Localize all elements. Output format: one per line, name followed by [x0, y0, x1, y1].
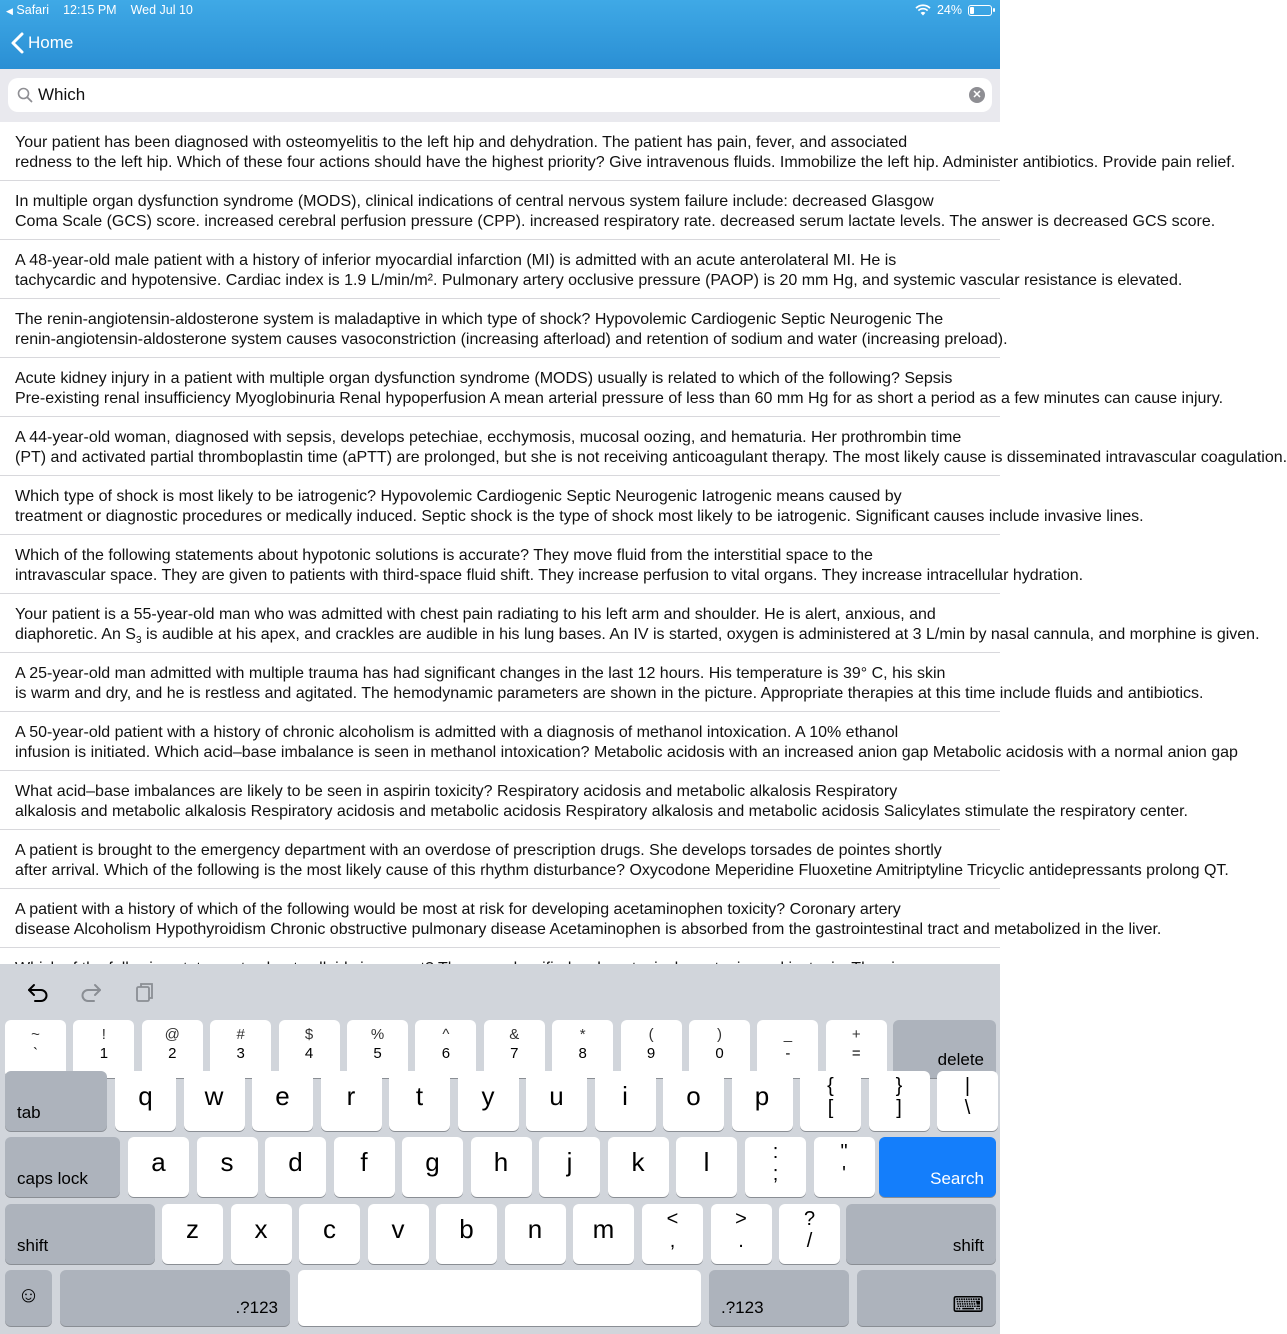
result-line-2: Coma Scale (GCS) score. increased cerebral perfusion pressure (CPP). increased respiratory rate. decreased serum lactate levels. The answer is decreased GCS score. — [15, 212, 1216, 230]
key-9[interactable] — [621, 1020, 682, 1078]
key-label: y — [481, 1081, 495, 1111]
key-k[interactable] — [608, 1137, 669, 1197]
key-label: * — [579, 1026, 586, 1043]
key--[interactable] — [757, 1020, 818, 1078]
key-label: _ — [783, 1026, 793, 1043]
search-box[interactable] — [8, 78, 992, 112]
result-line-1: What acid–base imbalances are likely to be seen in aspirin toxicity? Respiratory acidosis and metabolic alkalosis Respiratory — [15, 783, 898, 800]
key-s[interactable] — [197, 1137, 258, 1197]
key-label: p — [754, 1081, 770, 1111]
emoji-key[interactable] — [5, 1270, 52, 1326]
key-label: .?123 — [721, 1298, 764, 1317]
key-label: 0 — [715, 1045, 724, 1062]
result-line-1: Which of the following statements about hypotonic solutions is accurate? They move fluid from the interstitial space to the — [15, 547, 873, 564]
key-label: } — [895, 1075, 903, 1097]
key-d[interactable] — [265, 1137, 326, 1197]
key-j[interactable] — [539, 1137, 600, 1197]
key-label: ~ — [31, 1026, 40, 1043]
key-label: ☺ — [17, 1282, 40, 1307]
key-label: ( — [648, 1026, 654, 1043]
key-label: - — [785, 1045, 791, 1062]
result-item[interactable] — [0, 358, 1224, 417]
result-line-2: redness to the left hip. Which of these four actions should have the highest priority? Give intravenous fluids. Immobilize the left hip. Administer antibiotics. Provide pain relief. — [15, 153, 1236, 171]
key-label: u — [549, 1081, 564, 1111]
key-u[interactable] — [526, 1071, 587, 1131]
key-symbol[interactable] — [642, 1204, 703, 1264]
result-line-2: treatment or diagnostic procedures or medically induced. Septic shock is the type of shock most likely to be iatrogenic. Significant causes include invasive lines. — [15, 507, 1144, 525]
result-line-1: In multiple organ dysfunction syndrome (MODS), clinical indications of central nervous system failure include: decreased Glasgow — [15, 193, 934, 210]
key-2[interactable] — [142, 1020, 203, 1078]
key-5[interactable] — [347, 1020, 408, 1078]
key-b[interactable] — [436, 1204, 497, 1264]
key-label: l — [703, 1147, 710, 1177]
key-label: h — [493, 1147, 509, 1177]
key-r[interactable] — [321, 1071, 382, 1131]
key-label: g — [425, 1147, 440, 1177]
key-p[interactable] — [732, 1071, 793, 1131]
result-line-1: A 25-year-old man admitted with multiple trauma has had significant changes in the last 12 hours. His temperature is 39° C, his skin — [15, 665, 946, 682]
result-line-1: A 44-year-old woman, diagnosed with sepsis, develops petechiae, ecchymosis, mucosal oozing, and hematuria. Her prothrombin time — [15, 429, 962, 446]
key-c[interactable] — [299, 1204, 360, 1264]
key-x[interactable] — [231, 1204, 292, 1264]
key-label: 3 — [236, 1045, 245, 1062]
key-label: 2 — [168, 1045, 177, 1062]
status-bar — [0, 3, 1000, 19]
shift-left-key[interactable] — [5, 1204, 155, 1264]
back-app-label: Safari — [16, 3, 50, 17]
key-z[interactable] — [162, 1204, 223, 1264]
key-label: ! — [101, 1026, 106, 1043]
key-label: d — [288, 1147, 303, 1177]
result-line-2: after arrival. Which of the following is the most likely cause of this rhythm disturbance? Oxycodone Meperidine Fluoxetine Amitriptyline Tricyclic antidepressants prolong QT. — [15, 861, 1229, 879]
key-label: v — [391, 1214, 405, 1244]
key-label: 5 — [373, 1045, 382, 1062]
caps-lock-key[interactable] — [5, 1137, 120, 1197]
result-line-1: Acute kidney injury in a patient with multiple organ dysfunction syndrome (MODS) usually is related to which of the following? Sepsis — [15, 370, 953, 387]
result-line-1: Your patient has been diagnosed with osteomyelitis to the left hip and dehydration. The patient has pain, fever, and associated — [15, 134, 908, 151]
key-q[interactable] — [115, 1071, 176, 1131]
key-label: . — [738, 1230, 744, 1252]
key-6[interactable] — [415, 1020, 476, 1078]
key-label: ' — [842, 1163, 846, 1185]
key-label: + — [851, 1026, 861, 1043]
clear-icon[interactable]: ✕ — [969, 87, 985, 103]
key-label: Search — [930, 1169, 984, 1188]
result-item[interactable] — [0, 181, 1216, 240]
key-label: c — [323, 1214, 336, 1244]
key-label: caps lock — [17, 1169, 88, 1188]
on-screen-keyboard — [0, 964, 1000, 1334]
key-label: > — [735, 1208, 747, 1230]
key-label: " — [840, 1141, 848, 1163]
back-to-app[interactable] — [6, 3, 49, 17]
search-icon — [16, 86, 34, 104]
result-line-1: A 50-year-old patient with a history of chronic alcoholism is admitted with a diagnosis of methanol intoxication. A 10% ethanol — [15, 724, 899, 741]
result-line-1: A 48-year-old male patient with a history of inferior myocardial infarction (MI) is admitted with an acute anterolateral MI. He is — [15, 252, 897, 269]
result-item[interactable] — [0, 653, 1204, 712]
result-line-1: Which type of shock is most likely to be iatrogenic? Hypovolemic Cardiogenic Septic Neurogenic Iatrogenic means caused by — [15, 488, 902, 505]
key-0[interactable] — [689, 1020, 750, 1078]
key-label: 4 — [304, 1045, 314, 1062]
chevron-left-icon — [10, 32, 24, 54]
key-a[interactable] — [128, 1137, 189, 1197]
status-time: 12:15 PM — [63, 3, 117, 17]
key-symbol[interactable] — [745, 1137, 806, 1197]
key-symbol[interactable] — [814, 1137, 875, 1197]
key-label: : — [772, 1141, 779, 1163]
result-line-2: disease Alcoholism Hypothyroidism Chronic obstructive pulmonary disease Acetaminophen is absorbed from the gastrointestinal tract and metabolized in the liver. — [15, 920, 1162, 938]
shift-right-key[interactable] — [846, 1204, 996, 1264]
key-label: % — [370, 1026, 385, 1043]
undo-icon[interactable] — [26, 981, 50, 1003]
key-label: ` — [33, 1045, 38, 1062]
result-text: diaphoretic. An S — [15, 625, 136, 643]
result-item[interactable] — [0, 122, 1236, 181]
key-symbol[interactable] — [711, 1204, 772, 1264]
key-h[interactable] — [471, 1137, 532, 1197]
key-label: n — [527, 1214, 543, 1244]
key-4[interactable] — [279, 1020, 340, 1078]
battery-percent: 24% — [936, 3, 962, 17]
result-line-2: infusion is initiated. Which acid–base imbalance is seen in methanol intoxication? Metabolic acidosis with an increased anion gap Metabolic acidosis with a normal anion gap — [15, 743, 1238, 761]
key-label: ] — [896, 1097, 902, 1119]
paste-icon[interactable] — [133, 981, 157, 1003]
key-label: x — [254, 1214, 268, 1244]
result-item[interactable] — [0, 476, 1144, 535]
key-label: , — [669, 1230, 676, 1252]
key-label: q — [138, 1081, 153, 1111]
key-label: b — [459, 1214, 474, 1244]
key-label: ; — [772, 1163, 779, 1185]
key-label: 7 — [510, 1045, 519, 1062]
key-label: & — [509, 1026, 520, 1043]
keyboard-dismiss-key[interactable] — [857, 1270, 996, 1326]
result-line-1: A patient is brought to the emergency department with an overdose of prescription drugs. She develops torsades de pointes shortly — [15, 842, 942, 859]
result-item[interactable] — [0, 889, 1162, 948]
key-label: delete — [937, 1050, 984, 1069]
key-w[interactable] — [184, 1071, 245, 1131]
key-label: 8 — [578, 1045, 587, 1062]
back-triangle-icon: ◀ — [6, 6, 13, 16]
result-line-1: A patient with a history of which of the following would be most at risk for developing acetaminophen toxicity? Coronary artery — [15, 901, 901, 918]
result-item[interactable] — [0, 299, 1008, 358]
key-label: 6 — [441, 1045, 451, 1062]
key-label: $ — [304, 1026, 314, 1043]
key-label: s — [220, 1147, 234, 1177]
app-header — [0, 0, 1000, 69]
key-label: w — [204, 1081, 224, 1111]
result-item[interactable] — [0, 712, 1238, 771]
key-1[interactable] — [73, 1020, 134, 1078]
key-e[interactable] — [252, 1071, 313, 1131]
key-label: | — [964, 1075, 971, 1097]
key-label: ⌨ — [952, 1292, 984, 1317]
result-item[interactable] — [0, 417, 1287, 476]
result-text: is audible at his apex, and crackles are audible in his lung bases. An IV is started, oxygen is administered at 3 L/min by nasal cannula, and morphine is given. — [141, 625, 1260, 643]
result-item[interactable] — [0, 240, 1183, 299]
key-label: = — [851, 1045, 861, 1062]
key-label: 9 — [646, 1045, 656, 1062]
key-label: / — [806, 1230, 813, 1252]
result-line-2: intravascular space. They are given to patients with third-space fluid shift. They increase perfusion to vital organs. They increase intracellular hydration. — [15, 566, 1084, 584]
key-label: shift — [952, 1236, 984, 1255]
key-l[interactable] — [676, 1137, 737, 1197]
result-line-1: The renin-angiotensin-aldosterone system is maladaptive in which type of shock? Hypovolemic Cardiogenic Septic Neurogenic The — [15, 311, 944, 328]
wifi-icon — [915, 4, 931, 16]
back-label: Home — [28, 33, 74, 52]
key-label: o — [686, 1081, 701, 1111]
key-label: e — [275, 1081, 290, 1111]
key-symbol[interactable] — [779, 1204, 840, 1264]
result-item[interactable] — [0, 830, 1229, 889]
key-label: i — [622, 1081, 628, 1111]
numbers-right-key[interactable] — [709, 1270, 849, 1326]
tab-key[interactable] — [5, 1071, 107, 1131]
key-label: t — [415, 1081, 424, 1111]
key-label: { — [827, 1075, 834, 1097]
key-label: @ — [164, 1026, 180, 1043]
result-line-2: (PT) and activated partial thromboplastin time (aPTT) are prolonged, but she is not receiving anticoagulant therapy. The most likely cause is disseminated intravascular coagulation. — [15, 448, 1287, 466]
result-line-2: is warm and dry, and he is restless and agitated. The hemodynamic parameters are shown in the picture. Appropriate therapies at this time include fluids and antibiotics. — [15, 684, 1204, 702]
key-y[interactable] — [458, 1071, 519, 1131]
numbers-left-key[interactable] — [60, 1270, 290, 1326]
key-i[interactable] — [595, 1071, 656, 1131]
key-v[interactable] — [368, 1204, 429, 1264]
back-button[interactable] — [10, 32, 73, 54]
result-line-2: alkalosis and metabolic alkalosis Respiratory acidosis and metabolic acidosis Respiratory alkalosis and metabolic acidosis Salicylates stimulate the respiratory center. — [15, 802, 1188, 820]
space-key[interactable] — [298, 1270, 701, 1326]
key-label: ) — [717, 1026, 722, 1043]
key-label: shift — [17, 1236, 49, 1255]
key-f[interactable] — [334, 1137, 395, 1197]
result-item[interactable] — [0, 771, 1188, 830]
key-label: ^ — [442, 1026, 450, 1043]
subscript: 3 — [135, 634, 142, 646]
key-label: j — [566, 1147, 573, 1177]
key-symbol[interactable] — [800, 1071, 861, 1131]
status-date: Wed Jul 10 — [130, 3, 193, 17]
key-n[interactable] — [505, 1204, 566, 1264]
results-list — [0, 122, 1287, 964]
key-o[interactable] — [663, 1071, 724, 1131]
redo-icon[interactable] — [79, 981, 103, 1003]
key-label: ? — [803, 1208, 816, 1230]
search-input[interactable] — [38, 85, 938, 105]
key-label: \ — [964, 1097, 971, 1119]
key-label: < — [666, 1208, 679, 1230]
key-3[interactable] — [210, 1020, 271, 1078]
key-label: # — [236, 1026, 245, 1043]
key-symbol[interactable] — [869, 1071, 930, 1131]
key-7[interactable] — [484, 1020, 545, 1078]
search-key[interactable] — [879, 1137, 996, 1197]
key-label: z — [186, 1214, 199, 1244]
key-label: r — [346, 1081, 356, 1111]
result-item[interactable] — [0, 535, 1084, 594]
key-label: f — [360, 1147, 368, 1177]
key-t[interactable] — [389, 1071, 450, 1131]
key-label: .?123 — [235, 1298, 278, 1317]
key-label: 1 — [99, 1045, 109, 1062]
key-label: k — [631, 1147, 645, 1177]
key-label: a — [151, 1147, 166, 1177]
key-g[interactable] — [402, 1137, 463, 1197]
result-line-2: tachycardic and hypotensive. Cardiac index is 1.9 L/min/m². Pulmonary artery occlusive pressure (PAOP) is 20 mm Hg, and systemic vascular resistance is elevated. — [15, 271, 1183, 289]
search-bar-container — [0, 69, 1000, 122]
delete-key[interactable] — [893, 1020, 996, 1078]
key-label: [ — [827, 1097, 834, 1119]
result-item[interactable] — [0, 594, 1260, 653]
battery-icon — [968, 5, 992, 16]
key-8[interactable] — [552, 1020, 613, 1078]
key-`[interactable] — [5, 1020, 66, 1078]
key-=[interactable] — [826, 1020, 887, 1078]
key-symbol[interactable] — [937, 1071, 998, 1131]
key-m[interactable] — [573, 1204, 634, 1264]
key-label: m — [592, 1214, 615, 1244]
keyboard-toolbar — [0, 964, 1000, 1020]
result-line-2 — [15, 625, 1260, 651]
key-label: tab — [17, 1103, 41, 1122]
result-line-2: renin-angiotensin-aldosterone system causes vasoconstriction (increasing afterload) and retention of sodium and water (increasing preload). — [15, 330, 1008, 348]
result-line-2: Pre-existing renal insufficiency Myoglobinuria Renal hypoperfusion A mean arterial pressure of less than 60 mm Hg for as short a period as a few minutes can cause injury. — [15, 389, 1224, 407]
result-line-1: Your patient is a 55-year-old man who was admitted with chest pain radiating to his left arm and shoulder. He is alert, anxious, and — [15, 606, 936, 623]
